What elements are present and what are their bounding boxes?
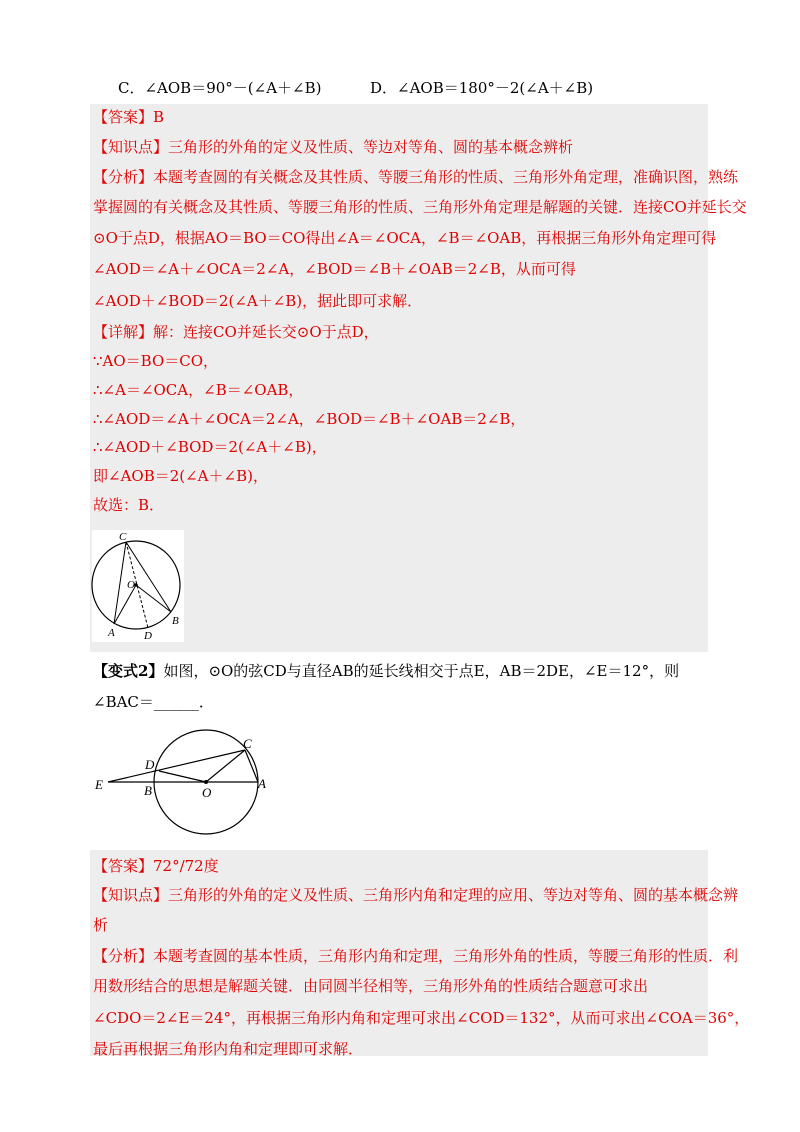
fig2-label-d: D xyxy=(145,757,155,772)
detail-1-line-7: 故选：B． xyxy=(93,496,165,514)
fig2-label-c: C xyxy=(243,736,252,751)
fig2-label-o: O xyxy=(202,785,212,800)
circle-figure-2 xyxy=(88,728,278,838)
variant-2-tag: 【变式2】 xyxy=(93,662,164,680)
analysis-2-line-1: 【分析】本题考查圆的基本性质，三角形内角和定理，三角形外角的性质，等腰三角形的性质．利 xyxy=(93,947,739,965)
detail-1-line-2: ∵AO＝BO＝CO， xyxy=(93,352,219,370)
analysis-1-line-1: 【分析】本题考查圆的有关概念及其性质、等腰三角形的性质、三角形外角定理，准确识图，熟练 xyxy=(93,168,739,186)
analysis-2-line-4: 最后再根据三角形内角和定理即可求解． xyxy=(93,1040,364,1058)
analysis-1-line-4: ∠AOD＝∠A＋∠OCA＝2∠A，∠BOD＝∠B＋∠OAB＝2∠B，从而可得 xyxy=(93,260,576,278)
fig2-label-b: B xyxy=(144,783,152,798)
fig1-label-b: B xyxy=(172,615,179,627)
detail-1-line-1: 【详解】解：连接CO并延长交⊙O于点D， xyxy=(93,323,379,341)
answer-2: 【答案】72°/72度 xyxy=(93,857,219,875)
option-c: C．∠AOB＝90°－(∠A＋∠B) xyxy=(118,79,322,97)
fig1-label-o: O xyxy=(127,579,135,591)
circle-figure-1 xyxy=(86,528,196,646)
option-d: D．∠AOB＝180°－2(∠A＋∠B) xyxy=(370,79,594,97)
detail-1-line-3: ∴∠A＝∠OCA，∠B＝∠OAB， xyxy=(93,381,304,399)
analysis-2-line-3: ∠CDO＝2∠E＝24°，再根据三角形内角和定理可求出∠COD＝132°，从而可求出∠COA＝36°， xyxy=(93,1009,750,1027)
variant-2-text: 如图，⊙O的弦CD与直径AB的延长线相交于点E，AB＝2DE，∠E＝12°，则 xyxy=(163,662,680,680)
fig1-label-c: C xyxy=(119,531,127,543)
fig2-label-e: E xyxy=(95,777,103,792)
detail-1-line-5: ∴∠AOD＋∠BOD＝2(∠A＋∠B)， xyxy=(93,438,327,456)
analysis-1-line-3: ⊙O于点D，根据AO＝BO＝CO得出∠A＝∠OCA，∠B＝∠OAB，再根据三角形外角定理可得 xyxy=(93,229,717,247)
knowledge-point-2-line-1: 【知识点】三角形的外角的定义及性质、三角形内角和定理的应用、等边对等角、圆的基本概念辨 xyxy=(93,886,739,904)
analysis-1-line-5: ∠AOD＋∠BOD＝2(∠A＋∠B)，据此即可求解． xyxy=(93,292,423,310)
variant-2-stem xyxy=(93,661,679,681)
fig1-label-a: A xyxy=(108,627,115,639)
knowledge-point-2-line-2: 析 xyxy=(93,916,109,934)
detail-1-line-4: ∴∠AOD＝∠A＋∠OCA＝2∠A，∠BOD＝∠B＋∠OAB＝2∠B， xyxy=(93,410,526,428)
variant-2-stem-line-2: ∠BAC＝______． xyxy=(93,693,214,711)
fig2-label-a: A xyxy=(258,776,266,791)
answer-1: 【答案】B xyxy=(93,108,165,126)
detail-1-line-6: 即∠AOB＝2(∠A＋∠B)， xyxy=(93,467,268,485)
knowledge-point-1: 【知识点】三角形的外角的定义及性质、等边对等角、圆的基本概念辨析 xyxy=(93,138,574,156)
analysis-1-line-2: 掌握圆的有关概念及其性质、等腰三角形的性质、三角形外角定理是解题的关键．连接CO并延长交 xyxy=(93,198,747,216)
fig1-label-d: D xyxy=(144,630,152,642)
analysis-2-line-2: 用数形结合的思想是解题关键．由同圆半径相等，三角形外角的性质结合题意可求出 xyxy=(93,977,649,995)
